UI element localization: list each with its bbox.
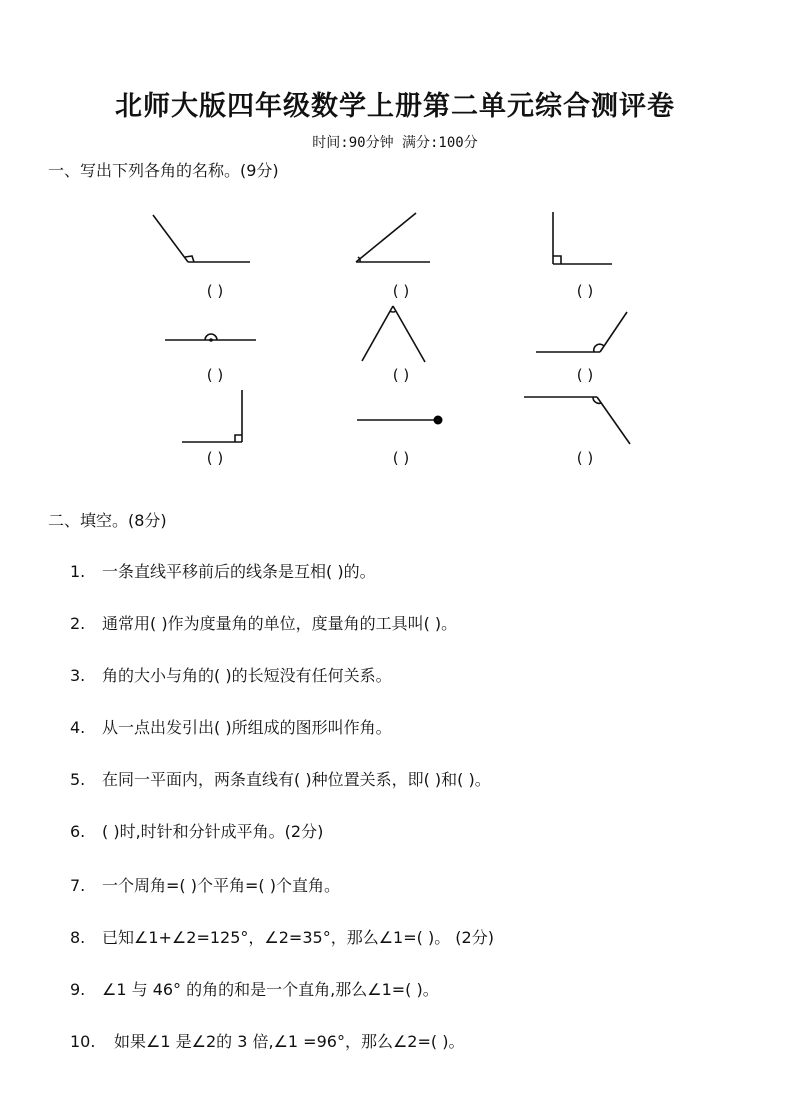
- answer-blank-3[interactable]: ( ): [576, 282, 594, 300]
- question-2: [70, 611, 457, 634]
- angle-figure-4: [165, 334, 256, 342]
- section-1-heading: 一、写出下列各角的名称。(9分): [48, 161, 279, 180]
- question-1: [70, 559, 376, 582]
- angle-figure-1: [153, 215, 250, 262]
- question-5: [70, 767, 491, 790]
- question-text: 角的大小与角的( )的长短没有任何关系。: [102, 666, 392, 685]
- question-9: [70, 977, 439, 1000]
- answer-blank-2[interactable]: ( ): [392, 282, 410, 300]
- answer-blank-8[interactable]: ( ): [392, 449, 410, 467]
- angle-figure-6: [536, 312, 627, 352]
- question-3: [70, 663, 392, 686]
- angle-figure-5: [362, 306, 425, 362]
- question-6: [70, 819, 323, 842]
- answer-blank-1[interactable]: ( ): [206, 282, 224, 300]
- question-text: ( )时,时针和分针成平角。(2分): [102, 822, 324, 841]
- page-title: 北师大版四年级数学上册第二单元综合测评卷: [115, 91, 675, 122]
- question-number: 6.: [70, 822, 86, 841]
- question-text: 一条直线平移前后的线条是互相( )的。: [102, 562, 376, 581]
- angle-figure-2: [356, 213, 430, 262]
- question-text: ∠1 与 46° 的角的和是一个直角,那么∠1=( )。: [102, 980, 439, 999]
- angle-figures: [0, 0, 790, 500]
- answer-blank-5[interactable]: ( ): [392, 366, 410, 384]
- question-text: 如果∠1 是∠2的 3 倍,∠1 =96°，那么∠2=( )。: [114, 1032, 465, 1051]
- question-text: 一个周角=( )个平角=( )个直角。: [102, 876, 340, 895]
- question-4: [70, 715, 392, 738]
- question-number: 5.: [70, 770, 86, 789]
- angle-figure-8: [357, 416, 443, 425]
- answer-blank-7[interactable]: ( ): [206, 449, 224, 467]
- question-8: [70, 925, 494, 948]
- question-text: 从一点出发引出( )所组成的图形叫作角。: [102, 718, 392, 737]
- angle-figure-7: [182, 390, 242, 442]
- question-number: 8.: [70, 928, 86, 947]
- angle-figure-3: [553, 212, 612, 264]
- question-text: 已知∠1+∠2=125°，∠2=35°，那么∠1=( )。 (2分): [102, 928, 494, 947]
- question-number: 7.: [70, 876, 86, 895]
- question-text: 在同一平面内，两条直线有( )种位置关系，即( )和( )。: [102, 770, 491, 789]
- question-number: 2.: [70, 614, 86, 633]
- question-number: 10.: [70, 1032, 96, 1051]
- answer-blank-4[interactable]: ( ): [206, 366, 224, 384]
- answer-blank-6[interactable]: ( ): [576, 366, 594, 384]
- angle-figure-9: [524, 397, 630, 444]
- exam-time-score: 时间:90分钟 满分:100分: [312, 135, 478, 151]
- answer-blank-9[interactable]: ( ): [576, 449, 594, 467]
- question-number: 9.: [70, 980, 86, 999]
- question-text: 通常用( )作为度量角的单位，度量角的工具叫( )。: [102, 614, 458, 633]
- question-10: [70, 1029, 464, 1052]
- question-7: [70, 873, 340, 896]
- question-number: 1.: [70, 562, 86, 581]
- question-number: 4.: [70, 718, 86, 737]
- section-2-heading: 二、填空。(8分): [48, 511, 167, 530]
- question-number: 3.: [70, 666, 86, 685]
